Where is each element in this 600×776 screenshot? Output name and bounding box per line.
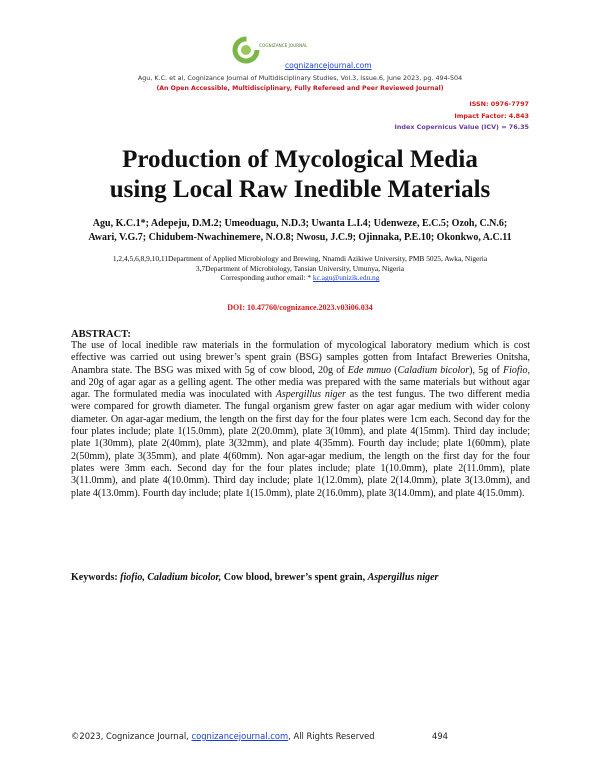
access-note: (An Open Accessible, Multidisciplinary, Fully Refereed and Peer Reviewed Journal) (156, 85, 444, 92)
abstract-italic-term: Aspergillus niger (275, 389, 346, 401)
authors-line-1: Agu, K.C.1*; Adepeju, D.M.2; Umeoduagu, N.D.3; Uwanta L.I.4; Udenweze, E.C.5; Ozoh, C.N.6; (92, 218, 508, 229)
impact-factor-label: Impact Factor: 4.843 (454, 112, 529, 120)
footer-prefix: ©2023, Cognizance Journal, (71, 731, 192, 741)
footer-website-link[interactable]: cognizancejournal.com (191, 731, 289, 741)
footer-suffix: , All Rights Reserved (288, 731, 375, 741)
page-number: 494 (432, 731, 448, 741)
logo-emblem-icon (232, 33, 308, 69)
authors-line-2: Awari, V.G.7; Chidubem-Nwachinemere, N.O.8; Nwosu, J.C.9; Ojinnaka, P.E.10; Okonkwo, A.C.11 (88, 232, 512, 243)
abstract-text (71, 340, 530, 500)
corresponding-author (40, 273, 560, 283)
corresponding-prefix: Corresponding author email: * (220, 273, 312, 283)
keyword: Cow blood, brewer’s spent grain, (223, 572, 366, 583)
abstract-part: as the test fungus. The two different media were compared for growth diameter. The fungal organism grew faster on agar agar medium with wider colony diameter. On agar-agar medium, the length on the first day for the four plates were 1cm each. Second day for the four plates include; plate 1(15.0mm), plate 2(20.0mm), plate 3(10mm), and plate 4(15mm). Third day include; plate 1(30mm), plate 2(40mm), plate 3(32mm), and plate 4(35mm). Fourth day include; plate 1(60mm), plate 2(50mm), plate 3(35mm), and plate 4(60mm). Non agar-agar medium, the length on the first day for the four plates were 3mm each. Second day for the four plates include; plate 1(10.0mm), plate 2(11.0mm), plate 3(11.0mm), and plate 4(10.0mm). Third day include; plate 1(12.0mm), plate 2(14.0mm), plate 3(13.0mm), and plate 4(13.0mm). Fourth day include; plate 1(15.0mm), plate 2(16.0mm), plate 3(14.0mm), and plate 4(15.0mm). (71, 389, 530, 499)
icv-label: Index Copernicus Value (ICV) = 76.35 (394, 123, 529, 131)
keyword: Caladium bicolor, (147, 572, 222, 583)
title-line-1: Production of Mycological Media (122, 146, 478, 173)
footer-copyright (71, 731, 375, 741)
abstract-part: ( (391, 364, 398, 376)
logo-text: COGNIZANCE JOURNAL (259, 43, 308, 48)
affiliation-1: 1,2,4,5,6,8,9,10,11Department of Applied Microbiology and Brewing, Nnamdi Azikiwe University, PMB 5025, Awka, Nigeria (112, 254, 488, 263)
journal-website-link[interactable]: cognizancejournal.com (285, 61, 372, 70)
author-list (40, 217, 560, 245)
issn-label: ISSN: 0976-7797 (469, 100, 529, 108)
abstract-italic-term: Caladium bicolor (397, 364, 470, 376)
abstract-italic-term: Ede mmuo (347, 364, 392, 376)
journal-logo (232, 33, 308, 69)
affiliation-2: 3,7Department of Microbiology, Tansian University, Umunya, Nigeria (195, 263, 405, 273)
citation-line: Agu, K.C. et al, Cognizance Journal of Multidisciplinary Studies, Vol.3, Issue.6, June 2023, pg. 494-504 (137, 74, 463, 82)
keyword: fiofio, (120, 572, 145, 583)
doi-label: DOI: 10.47760/cognizance.2023.v03i06.034 (227, 303, 373, 312)
title-line-2: using Local Raw Inedible Materials (109, 176, 491, 203)
abstract-heading: ABSTRACT: (71, 329, 131, 340)
abstract-part: ), 5g of (469, 364, 504, 376)
abstract-part: , and 20g of agar agar as a gelling agent. The other media was prepared with the same materials but without agar agar. The formulated media was inoculated with (71, 364, 530, 401)
keywords-label: Keywords: (71, 572, 118, 583)
author-email-link[interactable]: kc.agu@unizik.edu.ng (312, 273, 380, 283)
paper-title (60, 145, 540, 205)
keyword: Aspergillus niger (367, 572, 439, 583)
abstract-part: The use of local inedible raw materials in the formulation of mycological laboratory medium which is cost effective was carried out using brewer’s spent grain (BSG) samples gotten from Intafact Breweries Onitsha, Anambra state. The BSG was mixed with 5g of cow blood, 20g of (71, 340, 530, 376)
keywords (71, 572, 531, 583)
affiliations (40, 254, 560, 283)
abstract-italic-term: Fiofio (503, 364, 528, 376)
